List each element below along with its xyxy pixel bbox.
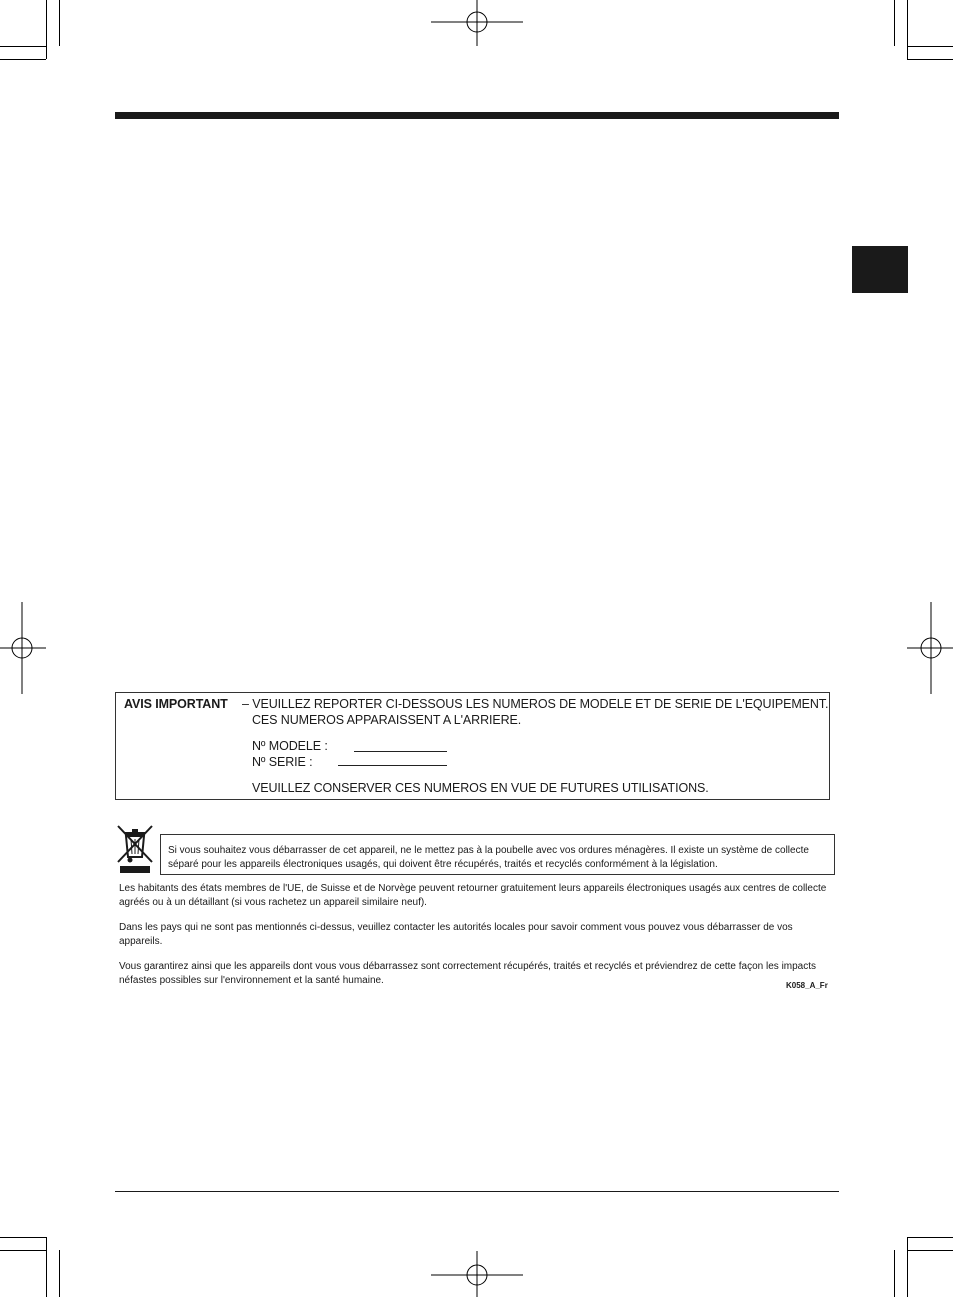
- serial-number-field[interactable]: [338, 765, 447, 766]
- important-notice-box: [115, 692, 830, 800]
- serial-number-label: Nº SERIE :: [252, 755, 313, 769]
- disposal-paragraph-eu: Les habitants des états membres de l'UE, de Suisse et de Norvège peuvent retourner gratuitement leurs appareils électroniques usagés aux centres de collecte agréés ou à un détaillant (si vous rachetez un appareil similaire neuf).: [119, 883, 827, 908]
- notice-location: CES NUMEROS APPARAISSENT A L'ARRIERE.: [252, 713, 522, 727]
- model-number-field[interactable]: [354, 751, 447, 752]
- notice-keep-numbers: VEUILLEZ CONSERVER CES NUMEROS EN VUE DE FUTURES UTILISATIONS.: [252, 781, 709, 795]
- top-rule: [115, 112, 839, 119]
- disposal-paragraph-environment: Vous garantirez ainsi que les appareils dont vous vous débarrassez sont correctement récupérés, traités et recyclés et préviendrez de cette façon les impacts néfastes possibles sur l'environnement et la santé humaine.: [119, 961, 817, 986]
- registration-mark-top: [431, 0, 523, 46]
- registration-mark-right: [907, 602, 953, 694]
- document-code: K058_A_Fr: [786, 981, 828, 990]
- bottom-rule: [115, 1191, 839, 1192]
- notice-instruction: – VEUILLEZ REPORTER CI-DESSOUS LES NUMEROS DE MODELE ET DE SERIE DE L'EQUIPEMENT.: [242, 697, 829, 711]
- notice-title: AVIS IMPORTANT: [124, 697, 228, 711]
- disposal-notice-text: Si vous souhaitez vous débarrasser de cet appareil, ne le mettez pas à la poubelle avec vos ordures ménagères. Il existe un système de collecte séparé pour les appareils électroniques usagés, qui doivent être récupérés, traités et recyclés conformément à la législation.: [168, 845, 809, 870]
- registration-mark-bottom: [431, 1251, 523, 1297]
- language-tab: [852, 246, 908, 293]
- disposal-paragraph-other-countries: Dans les pays qui ne sont pas mentionnés ci-dessus, veuillez contacter les autorités locales pour savoir comment vous pouvez vous débarrasser de vos appareils.: [119, 922, 793, 947]
- model-number-label: Nº MODELE :: [252, 739, 328, 753]
- crossed-out-wheelie-bin-icon: [116, 824, 154, 874]
- disposal-notice-box: [160, 834, 835, 875]
- registration-mark-left: [0, 602, 46, 694]
